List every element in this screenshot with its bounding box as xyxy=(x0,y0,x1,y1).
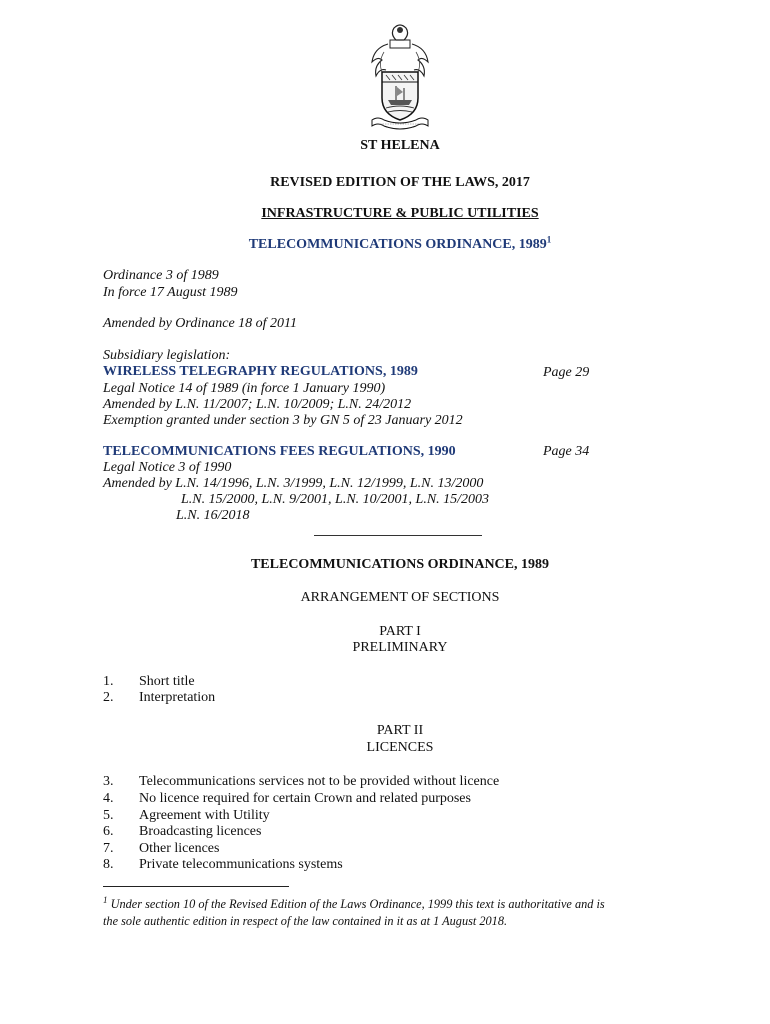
section-divider xyxy=(314,535,482,536)
page-reference: Page 34 xyxy=(543,444,590,459)
section-number: 2. xyxy=(103,690,114,705)
part-name: LICENCES xyxy=(366,740,434,755)
ordinance-number: Ordinance 3 of 1989 xyxy=(103,268,219,283)
section-title[interactable]: Telecommunications services not to be provided without licence xyxy=(139,774,500,789)
subsidiary-link-telecommunications-fees[interactable]: TELECOMMUNICATIONS FEES REGULATIONS, 1990 xyxy=(103,444,456,459)
section-title[interactable]: Short title xyxy=(139,674,195,689)
section-number: 1. xyxy=(103,674,114,689)
section-number: 7. xyxy=(103,841,114,856)
amendment-line: Amended by L.N. 14/1996, L.N. 3/1999, L.N. 12/1999, L.N. 13/2000 xyxy=(103,476,484,491)
part-number: PART II xyxy=(376,723,424,738)
edition-heading: REVISED EDITION OF THE LAWS, 2017 xyxy=(270,175,530,190)
section-title[interactable]: Private telecommunications systems xyxy=(139,857,343,872)
amendment-line: L.N. 15/2000, L.N. 9/2001, L.N. 10/2001, L.N. 15/2003 xyxy=(181,492,490,507)
category-heading: INFRASTRUCTURE & PUBLIC UTILITIES xyxy=(261,206,539,221)
section-number: 5. xyxy=(103,808,114,823)
footnote-number: 1 xyxy=(103,894,108,905)
footnote-divider xyxy=(103,886,289,887)
section-title[interactable]: Broadcasting licences xyxy=(139,824,262,839)
legal-notice-line: Legal Notice 3 of 1990 xyxy=(103,460,232,475)
in-force-date: In force 17 August 1989 xyxy=(103,285,238,300)
amendment-line: L.N. 16/2018 xyxy=(176,508,250,523)
arrangement-heading: ARRANGEMENT OF SECTIONS xyxy=(300,590,500,605)
exemption-line: Exemption granted under section 3 by GN 5 of 23 January 2012 xyxy=(103,413,463,428)
coat-of-arms-icon xyxy=(360,22,440,134)
amendment-note: Amended by Ordinance 18 of 2011 xyxy=(103,316,298,331)
section-title[interactable]: No licence required for certain Crown and related purposes xyxy=(139,791,471,806)
section-title[interactable]: Other licences xyxy=(139,841,220,856)
footnote-marker[interactable]: 1 xyxy=(546,234,552,245)
footnote-line: the sole authentic edition in respect of the law contained in it as at 1 August 2018. xyxy=(103,914,508,928)
page-reference: Page 29 xyxy=(543,365,590,380)
subsidiary-label: Subsidiary legislation: xyxy=(103,348,231,363)
section-number: 8. xyxy=(103,857,114,872)
section-title[interactable]: Interpretation xyxy=(139,690,216,705)
subsidiary-link-wireless-telegraphy[interactable]: WIRELESS TELEGRAPHY REGULATIONS, 1989 xyxy=(103,364,418,379)
part-number: PART I xyxy=(379,624,421,639)
part-name: PRELIMINARY xyxy=(352,640,448,655)
ordinance-title xyxy=(0,234,770,253)
footnote xyxy=(103,896,703,930)
jurisdiction-heading: ST HELENA xyxy=(360,138,440,153)
section-number: 4. xyxy=(103,791,114,806)
footnote-line: Under section 10 of the Revised Edition of the Laws Ordinance, 1999 this text is authoritative and is xyxy=(110,897,605,911)
section-title[interactable]: Agreement with Utility xyxy=(139,808,270,823)
section-number: 3. xyxy=(103,774,114,789)
amendment-line: Amended by L.N. 11/2007; L.N. 10/2009; L.N. 24/2012 xyxy=(103,397,412,412)
section-number: 6. xyxy=(103,824,114,839)
ordinance-title-text: TELECOMMUNICATIONS ORDINANCE, 1989 xyxy=(248,237,547,252)
legal-notice-line: Legal Notice 14 of 1989 (in force 1 January 1990) xyxy=(103,381,386,396)
arrangement-ordinance-title: TELECOMMUNICATIONS ORDINANCE, 1989 xyxy=(250,557,550,572)
